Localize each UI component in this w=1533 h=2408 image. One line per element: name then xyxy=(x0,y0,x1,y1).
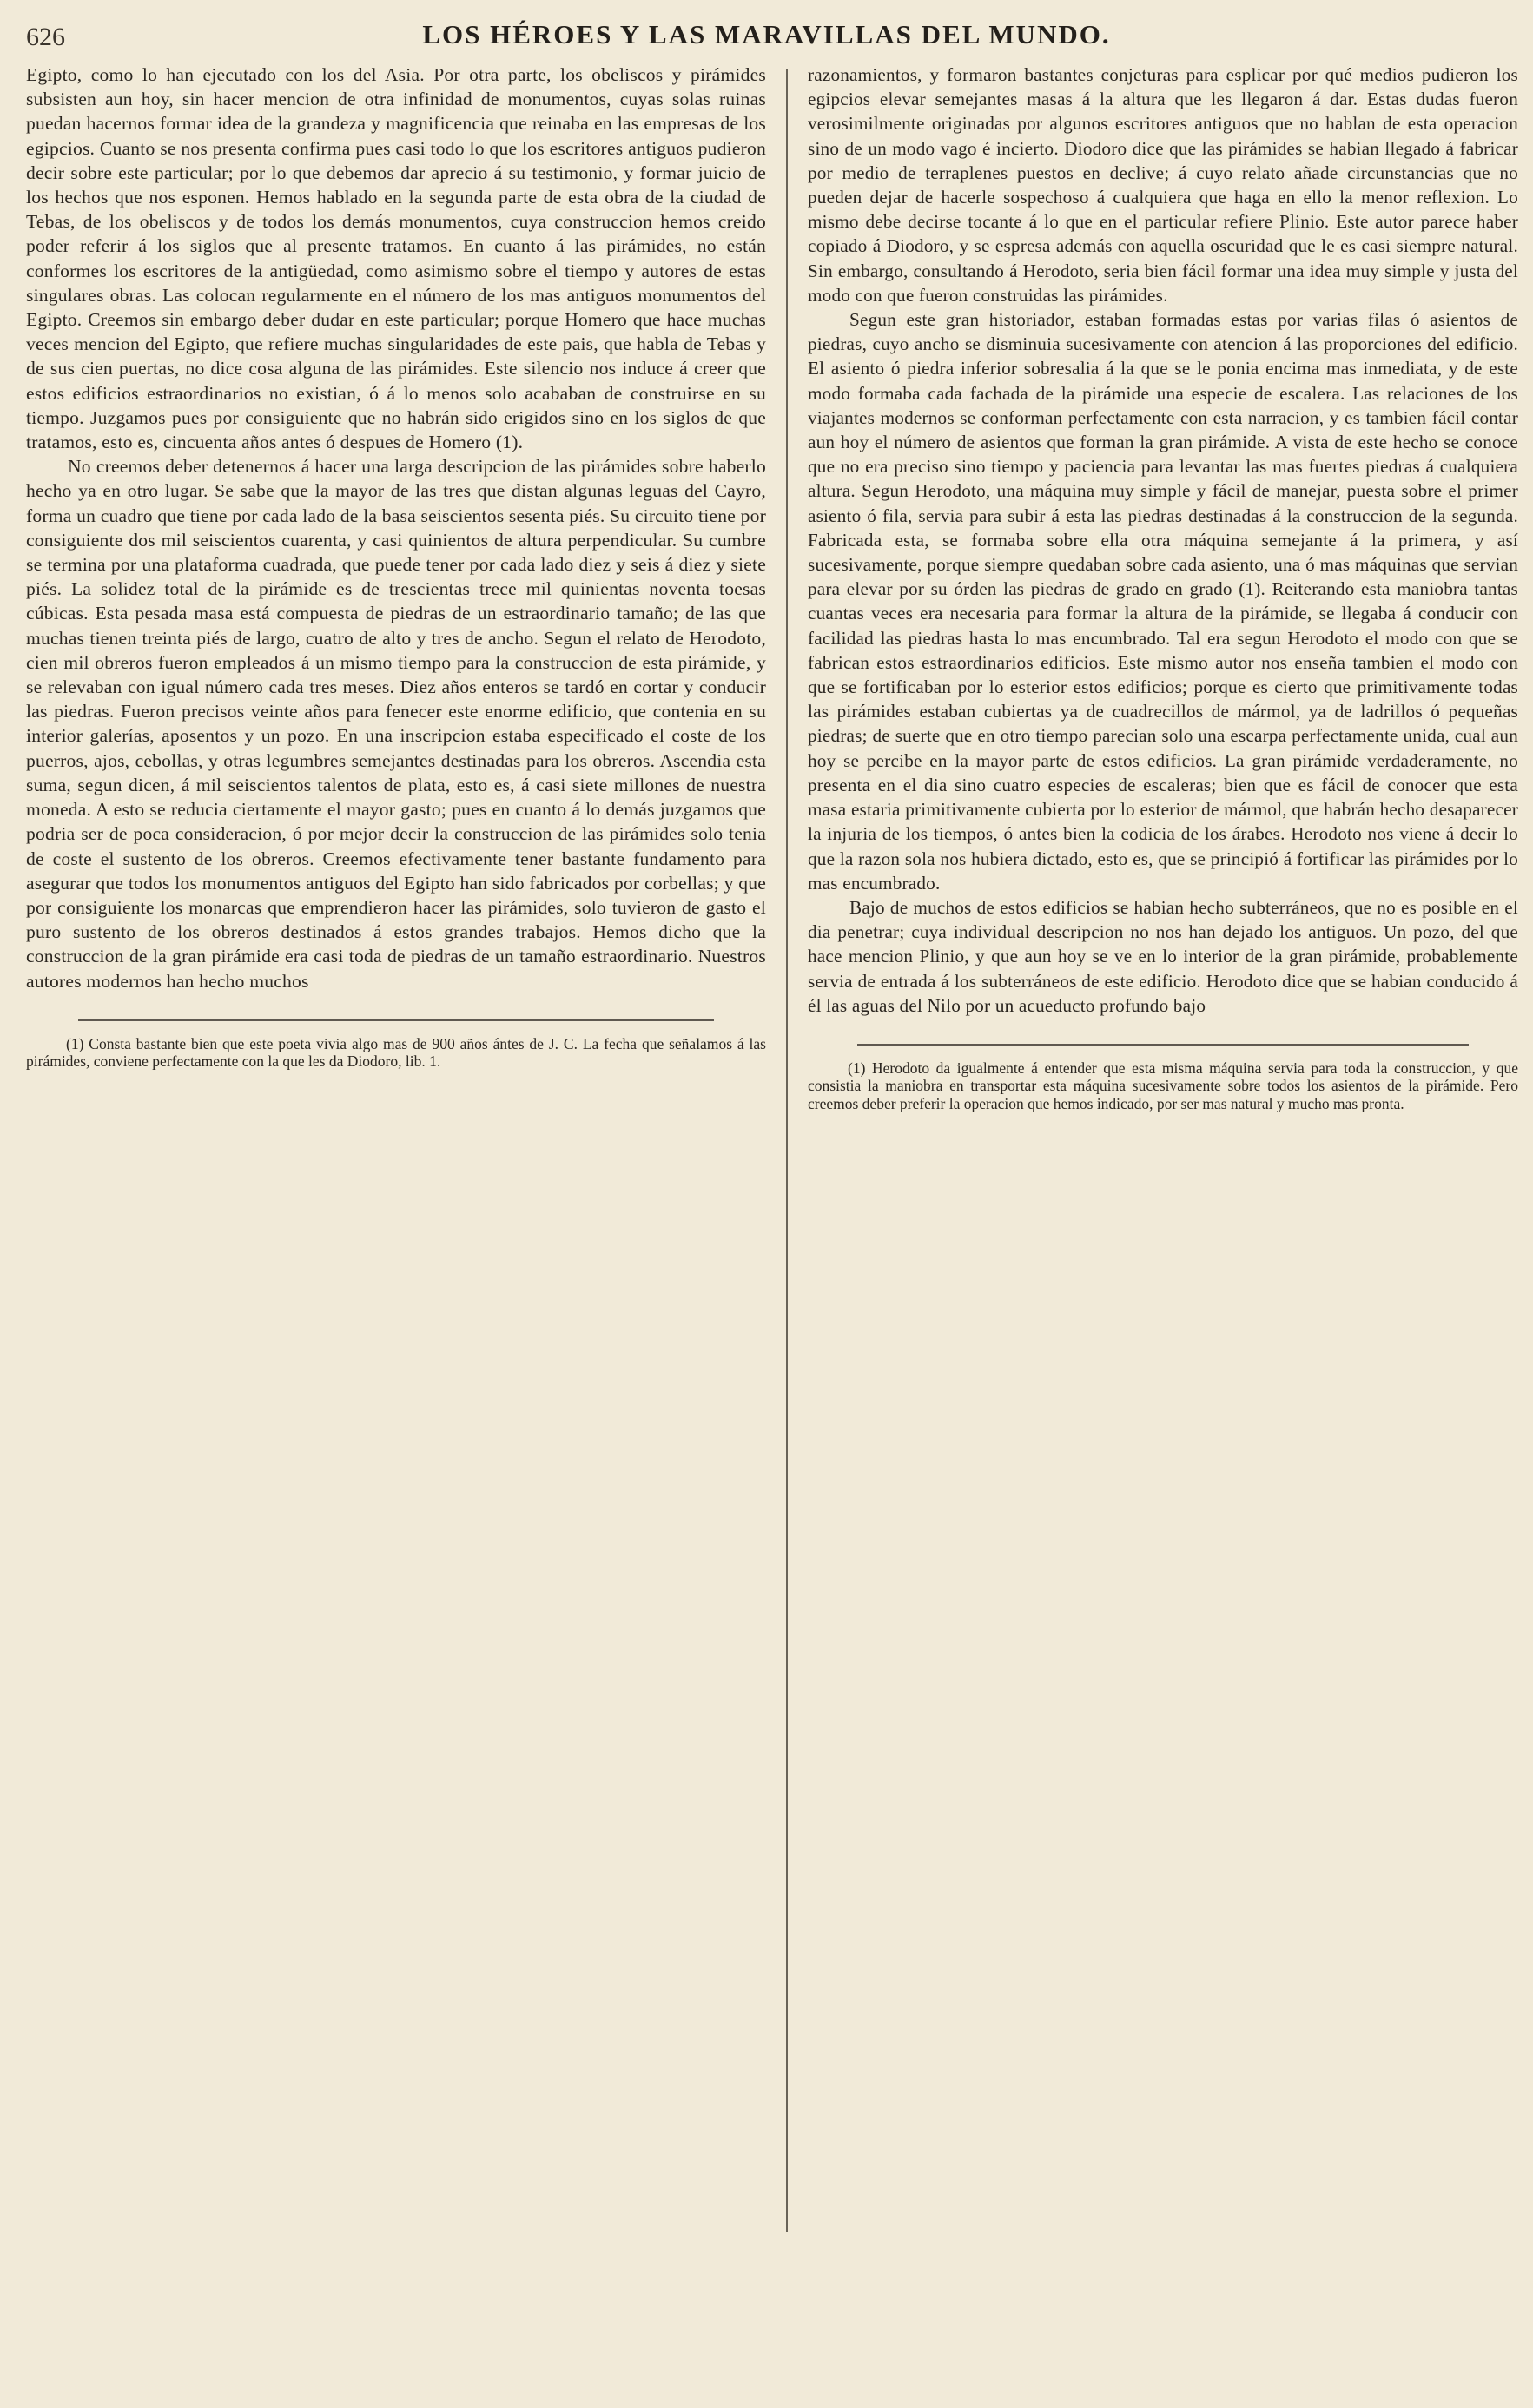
paragraph: Egipto, como lo han ejecutado con los del Asia. Por otra parte, los obeliscos y pirámides subsisten aun hoy, sin hacer mencion de otra infinidad de monumentos, cuyas solas ruinas puedan hacernos formar idea de la grandeza y magnificencia que reinaba en las empresas de los egipcios. Cuanto se nos presenta confirma pues casi todo lo que los escritores antiguos pudieron decir sobre este particular; por lo que debemos dar aprecio á su testimonio, y formar juicio de los hechos que nos esponen. Hemos hablado en la segunda parte de esta obra de la ciudad de Tebas, de los obeliscos y de todos los demás monumentos, cuya construccion hemos creido poder referir á los siglos que al presente tratamos. En cuanto á las pirámides, no están conformes los escritores de la antigüedad, como asimismo sobre el tiempo y autores de estas singulares obras. Las colocan regularmente en el número de los mas antiguos monumentos del Egipto. Creemos sin embargo deber dudar en este particular; porque Homero que hace muchas veces mencion del Egipto, que refiere muchas singularidades de este pais, que habla de Tebas y de sus cien puertas, no dice cosa alguna de las pirámides. Este silencio nos induce á creer que estos edificios estraordinarios no existian, ó á lo menos solo acababan de construirse en su tiempo. Juzgamos pues por consiguiente que no habrán sido erigidos sino en los siglos de que tratamos, esto es, cincuenta años antes ó despues de Homero (1). xyxy=(26,64,766,453)
column-divider xyxy=(786,69,788,2232)
paragraph: Segun este gran historiador, estaban formadas estas por varias filas ó asientos de piedras, cuyo ancho se disminuia sucesivamente con atencion á las proporciones del edificio. El asiento ó piedra inferior sobresalia á la que se le ponia encima mas inmediata, y de este modo formaba cada fachada de la pirámide una especie de escalera. Las relaciones de los viajantes modernos se conforman perfectamente con esta narracion, y es tambien fácil contar aun hoy el número de asientos que forman la gran pirámide. A vista de este hecho se conoce que no era preciso sino tiempo y paciencia para levantar las mas fuertes piedras á cualquiera altura. Segun Herodoto, una máquina muy simple y fácil de manejar, puesta sobre el primer asiento ó fila, servia para subir á esta las piedras destinadas á la construccion de la segunda. Fabricada esta, se formaba sobre ella otra máquina semejante á la primera, y así sucesivamente, porque siempre quedaban sobre cada asiento, una ó mas máquinas que servian para elevar por su órden las piedras de grado en grado (1). Reiterando esta maniobra tantas cuantas veces era necesaria para formar la altura de la pirámide, se llegaba á conducir con facilidad las piedras hasta lo mas encumbrado. Tal era segun Herodoto el modo con que se fabrican estos estraordinarios edificios. Este mismo autor nos enseña tambien el modo con que se fortificaban por lo esterior estos edificios; porque es cierto que primitivamente todas las pirámides estaban cubiertas ya de cuadrecillos de mármol, ya de ladrillos ó pequeñas piedras; de suerte que en otro tiempo parecian solo una escarpa perfectamente unida, cual aun hoy se percibe en la mayor parte de estos edificios. La gran pirámide verdaderamente, no presenta en el dia sino cuatro especies de escaleras; bien que es fácil de conocer que esta masa estaria primitivamente cubierta por lo esterior de mármol, que habrán hecho desaparecer la injuria de los tiempos, ó antes bien la codicia de los árabes. Herodoto nos viene á decir lo que la razon sola nos hubiera dictado, esto es, que se principió á fortificar las pirámides por lo mas encumbrado. xyxy=(808,309,1518,894)
footnote-divider xyxy=(78,1019,715,1021)
page-number: 626 xyxy=(26,23,65,51)
paragraph: razonamientos, y formaron bastantes conjeturas para esplicar por qué medios pudieron los egipcios elevar semejantes masas á la altura que les llegaron á dar. Estas dudas fueron verosimilmente originadas por algunos escritores antiguos que no hablan de esta operacion sino de un modo vago é incierto. Diodoro dice que las pirámides se habian llegado á fabricar por medio de terraplenes puestos en declive; á cuyo relato añade circunstancias que no pueden dejar de hacerle sospechoso á cualquiera que haga en ello la menor reflexion. Lo mismo debe decirse tocante á lo que en el particular refiere Plinio. Este autor parece haber copiado á Diodoro, y se espresa además con aquella oscuridad que le es casi siempre natural. Sin embargo, consultando á Herodoto, seria bien fácil formar una idea muy simple y justa del modo con que fueron construidas las pirámides. xyxy=(808,64,1518,306)
page-header xyxy=(26,12,1507,57)
left-column xyxy=(26,63,766,1071)
paragraph: No creemos deber detenernos á hacer una larga descripcion de las pirámides sobre haberlo hecho ya en otro lugar. Se sabe que la mayor de las tres que distan algunas leguas del Cayro, forma un cuadro que tiene por cada lado de la basa seiscientos sesenta piés. Su circuito tiene por consiguiente dos mil seiscientos cuarenta, y casi quinientos de altura perpendicular. Su cumbre se termina por una plataforma cuadrada, que puede tener por cada lado diez y seis á diez y siete piés. La solidez total de la pirámide es de trescientas trece mil quinientas noventa toesas cúbicas. Esta pesada masa está compuesta de piedras de un estraordinario tamaño; de las que muchas tienen treinta piés de largo, cuatro de alto y tres de ancho. Segun el relato de Herodoto, cien mil obreros fueron empleados á un mismo tiempo para la construccion de esta pirámide, y se relevaban con igual número cada tres meses. Diez años enteros se tardó en cortar y conducir las piedras. Fueron precisos veinte años para fenecer este enorme edificio, que contenia en su interior galerías, aposentos y un pozo. En una inscripcion estaba especificado el coste de los puerros, ajos, cebollas, y otras legumbres semejantes destinadas para los obreros. Ascendia esta suma, segun dicen, á mil seiscientos talentos de plata, esto es, á casi siete millones de nuestra moneda. A esto se reducia ciertamente el mayor gasto; pues en cuanto á lo demás juzgamos que podria ser de poca consideracion, ó por mejor decir la construccion de las pirámides solo tenia de coste el sustento de los obreros. Creemos efectivamente tener bastante fundamento para asegurar que todos los monumentos antiguos del Egipto han sido fabricados por corbellas; y que por consiguiente los monarcas que emprendieron hacer las pirámides, solo tuvieron de gasto el puro sustento de los obreros destinados á estos grandes trabajos. Hemos dicho que la construccion de la gran pirámide era casi toda de piedras de un tamaño estraordinario. Nuestros autores modernos han hecho muchos xyxy=(26,456,766,992)
right-column xyxy=(808,63,1518,1112)
running-title: LOS HÉROES Y LAS MARAVILLAS DEL MUNDO. xyxy=(422,19,1111,49)
footnote: (1) Consta bastante bien que este poeta vivia algo mas de 900 años ántes de J. C. La fecha que señalamos á las pirámides, conviene perfectamente con la que les da Diodoro, lib. 1. xyxy=(26,1034,766,1071)
footnote-divider xyxy=(857,1044,1468,1046)
paragraph: Bajo de muchos de estos edificios se habian hecho subterráneos, que no es posible en el dia penetrar; cuya individual descripcion no nos han dejado los antiguos. Un pozo, del que hace mencion Plinio, y que aun hoy se ve en lo interior de la gran pirámide, probablemente servia de entrada á los subterráneos de este edificio. Herodoto dice que se habian conducido á él las aguas del Nilo por un acueducto profundo bajo xyxy=(808,896,1518,1016)
footnote: (1) Herodoto da igualmente á entender que esta misma máquina servia para toda la construccion, y que consistia la maniobra en transportar esta máquina sucesivamente sobre todos los asientos de la pirámide. Pero creemos deber preferir la operacion que hemos indicado, por ser mas natural y mucho mas pronta. xyxy=(808,1059,1518,1112)
